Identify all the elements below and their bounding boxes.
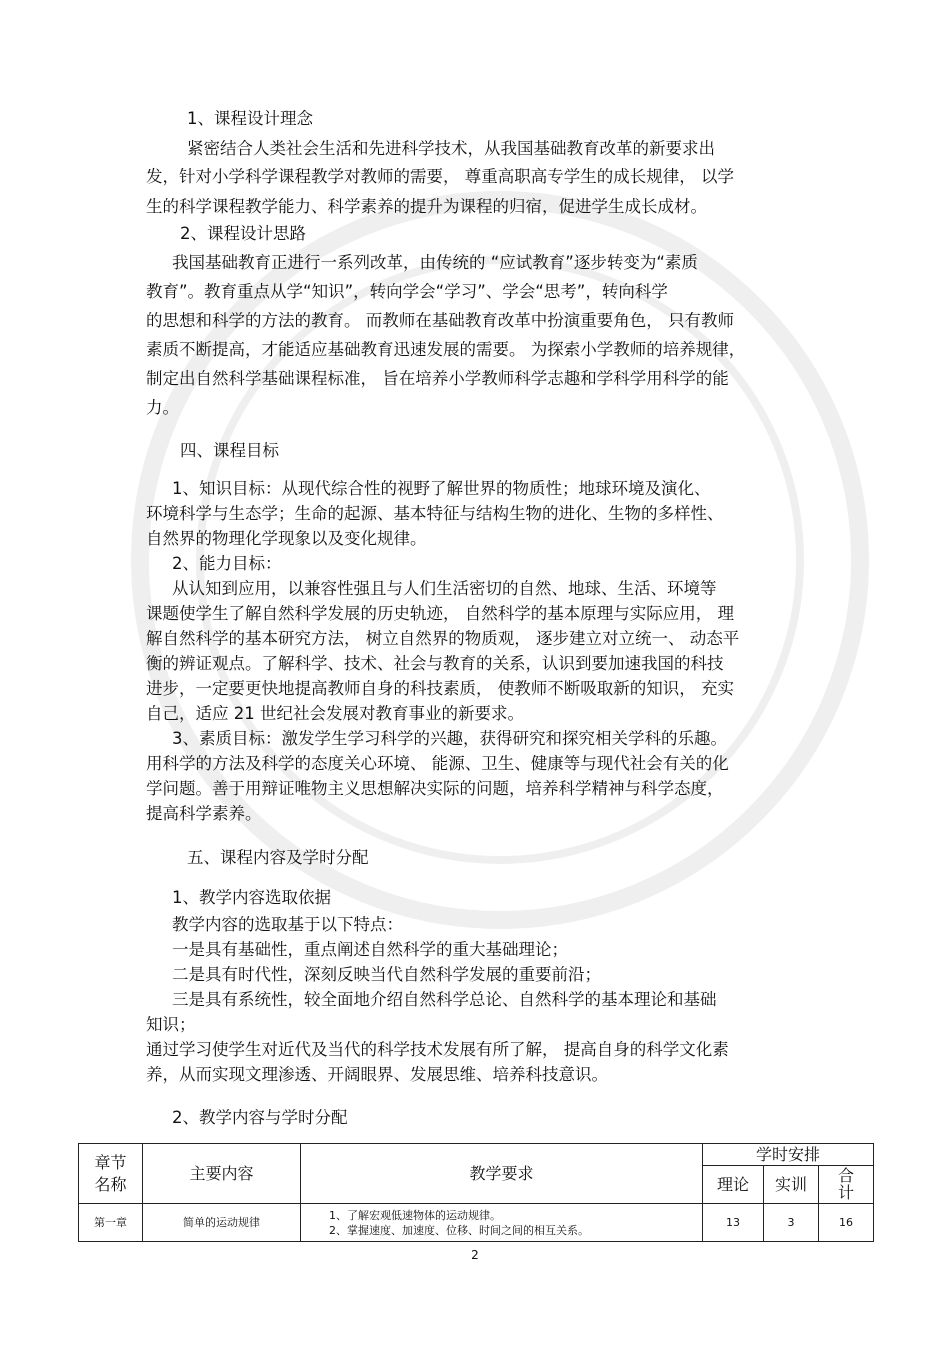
paragraph-line: 2、能力目标： — [172, 554, 282, 573]
paragraph-line: 用科学的方法及科学的态度关心环境、 能源、卫生、健康等与现代社会有关的化 — [146, 754, 729, 773]
paragraph-line: 自然界的物理化学现象以及变化规律。 — [146, 529, 427, 548]
paragraph-line: 通过学习使学生对近代及当代的科学技术发展有所了解， 提高自身的科学文化素 — [146, 1040, 729, 1059]
paragraph-line: 发，针对小学科学课程教学对教师的需要， 尊重高职高专学生的成长规律， 以学 — [146, 167, 734, 186]
cell-theory: 13 — [703, 1204, 764, 1242]
paragraph-line: 我国基础教育正进行一系列改革，由传统的 “应试教育”逐步转变为“素质 — [172, 253, 698, 272]
cell-chapter: 第一章 — [79, 1204, 143, 1242]
paragraph-line: 紧密结合人类社会生活和先进科学技术，从我国基础教育改革的新要求出 — [187, 139, 715, 158]
heading-design-concept: 1、课程设计理念 — [187, 109, 313, 128]
requirement-line: 1、了解宏观低速物体的运动规律。 — [329, 1208, 501, 1222]
table-row — [79, 1204, 874, 1242]
paragraph-line: 衡的辨证观点。了解科学、技术、社会与教育的关系，认识到要加速我国的科技 — [146, 654, 724, 673]
page-number: 2 — [471, 1248, 479, 1262]
paragraph-line: 的思想和科学的方法的教育。 而教师在基础教育改革中扮演重要角色， 只有教师 — [146, 311, 734, 330]
paragraph-line: 知识； — [146, 1015, 196, 1034]
heading-selection-basis: 1、教学内容选取依据 — [172, 888, 331, 907]
paragraph-line: 三是具有系统性，较全面地介绍自然科学总论、自然科学的基本理论和基础 — [172, 990, 717, 1009]
cell-total: 16 — [819, 1204, 874, 1242]
header-requirement: 教学要求 — [301, 1144, 703, 1204]
paragraph-line: 教育”。教育重点从学“知识”，转向学会“学习”、学会“思考”，转向科学 — [146, 282, 668, 301]
paragraph-line: 制定出自然科学基础课程标准， 旨在培养小学教师科学志趣和学科学用科学的能 — [146, 369, 729, 388]
paragraph-line: 进步，一定要更快地提高教师自身的科技素质， 使教师不断吸取新的知识， 充实 — [146, 679, 734, 698]
header-total: 合计 — [819, 1166, 874, 1204]
cell-requirement — [301, 1204, 703, 1242]
schedule-table — [78, 1143, 874, 1242]
paragraph-line: 自己，适应 21 世纪社会发展对教育事业的新要求。 — [146, 704, 524, 723]
header-content: 主要内容 — [143, 1144, 301, 1204]
paragraph-line: 养，从而实现文理渗透、开阔眼界、发展思维、培养科技意识。 — [146, 1065, 608, 1084]
heading-content-allocation: 2、教学内容与学时分配 — [172, 1108, 348, 1127]
paragraph-line: 提高科学素养。 — [146, 804, 262, 823]
paragraph-line: 从认知到应用，以兼容性强且与人们生活密切的自然、地球、生活、环境等 — [172, 579, 717, 598]
paragraph-line: 生的科学课程教学能力、科学素养的提升为课程的归宿，促进学生成长成材。 — [146, 197, 707, 216]
header-chapter: 章节名称 — [79, 1144, 143, 1204]
heading-content-hours: 五、课程内容及学时分配 — [187, 848, 369, 867]
paragraph-line: 3、素质目标：激发学生学习科学的兴趣，获得研究和探究相关学科的乐趣。 — [172, 729, 727, 748]
paragraph-line: 素质不断提高，才能适应基础教育迅速发展的需要。 为探索小学教师的培养规律， — [146, 340, 746, 359]
paragraph-line: 二是具有时代性，深刻反映当代自然科学发展的重要前沿； — [172, 965, 601, 984]
paragraph-line: 1、知识目标：从现代综合性的视野了解世界的物质性；地球环境及演化、 — [172, 479, 711, 498]
paragraph-line: 一是具有基础性，重点阐述自然科学的重大基础理论； — [172, 940, 568, 959]
header-hours: 学时安排 — [703, 1144, 874, 1166]
paragraph-line: 环境科学与生态学；生命的起源、基本特征与结构生物的进化、生物的多样性、 — [146, 504, 724, 523]
header-practice: 实训 — [764, 1166, 819, 1204]
header-theory: 理论 — [703, 1166, 764, 1204]
cell-content: 简单的运动规律 — [143, 1204, 301, 1242]
heading-design-approach: 2、课程设计思路 — [180, 224, 306, 243]
requirement-line: 2、掌握速度、加速度、位移、时间之间的相互关系。 — [329, 1223, 589, 1237]
paragraph-line: 教学内容的选取基于以下特点： — [172, 915, 403, 934]
paragraph-line: 力。 — [146, 398, 179, 417]
heading-course-objectives: 四、课程目标 — [180, 441, 279, 460]
paragraph-line: 解自然科学的基本研究方法， 树立自然界的物质观， 逐步建立对立统一、 动态平 — [146, 629, 740, 648]
cell-practice: 3 — [764, 1204, 819, 1242]
paragraph-line: 学问题。善于用辩证唯物主义思想解决实际的问题，培养科学精神与科学态度， — [146, 779, 724, 798]
paragraph-line: 课题使学生了解自然科学发展的历史轨迹， 自然科学的基本原理与实际应用， 理 — [146, 604, 734, 623]
